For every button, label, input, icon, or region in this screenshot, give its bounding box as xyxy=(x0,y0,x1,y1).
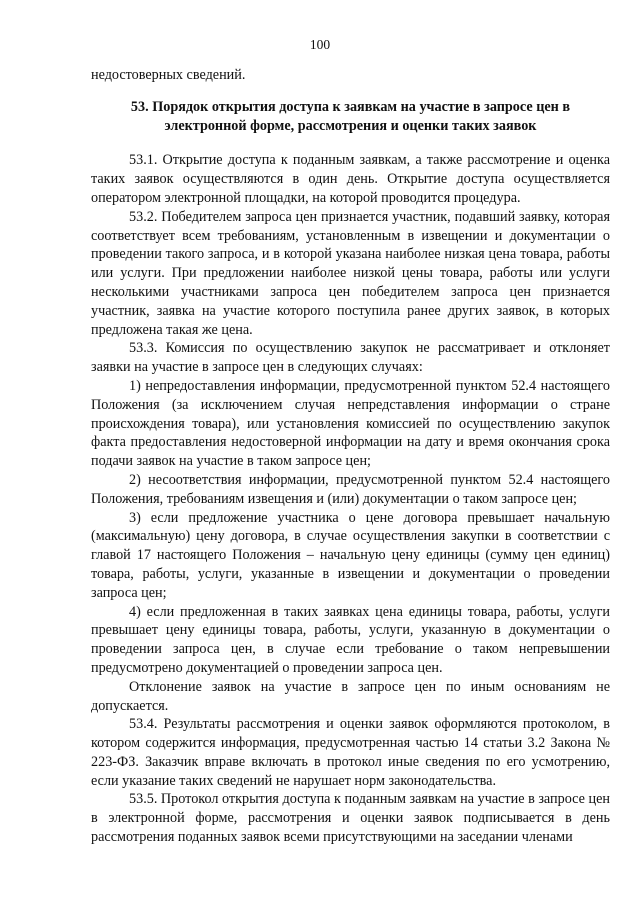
paragraph-53-4: 53.4. Результаты рассмотрения и оценки заявок оформляются протоколом, в котором содержится информация, предусмотренная частью 14 статьи 3.2 Закона № 223-ФЗ. Заказчик вправе включать в протокол иные сведения по его усмотрению, если указание таких сведений не нарушает норм законодательства. xyxy=(91,716,610,789)
list-item-2: 2) несоответствия информации, предусмотренной пунктом 52.4 настоящего Положения, требованиям извещения и (или) документации о таком запросе цен; xyxy=(91,471,610,507)
rejection-note: Отклонение заявок на участие в запросе цен по иным основаниям не допускается. xyxy=(91,678,610,714)
lead-line: недостоверных сведений. xyxy=(91,67,246,83)
list-item-1: 1) непредоставления информации, предусмотренной пунктом 52.4 настоящего Положения (за исключением случая непредставления информации о стране происхождения товара), или установления комиссией по осуществлению закупок факта предоставления недостоверной информации на дату и время окончания срока подачи заявок на участие в таком запросе цен; xyxy=(91,377,610,470)
paragraph-53-5: 53.5. Протокол открытия доступа к поданным заявкам на участие в запросе цен в электронной форме, рассмотрения и оценки заявок подписывается в день рассмотрения поданных заявок всеми присутствующими на заседании членами xyxy=(91,791,610,846)
list-item-4: 4) если предложенная в таких заявках цена единицы товара, работы, услуги превышает цену единицы товара, работы, услуги, указанную в документации о проведении запроса цен, в случае если требование о таком непревышении предусмотрено документацией о проведении запроса цен. xyxy=(91,603,610,676)
page-content xyxy=(91,66,610,847)
section-heading: 53. Порядок открытия доступа к заявкам на участие в запросе цен в электронной форме, рассмотрения и оценки таких заявок xyxy=(130,98,571,134)
paragraph-53-2: 53.2. Победителем запроса цен признается участник, подавший заявку, которая соответствует всем требованиям, установленным в извещении и документации о проведении такого запроса, и в которой указана наиболее низкая цена товара, работы или услуги. При предложении наиболее низкой цены товара, работы или услуги несколькими участниками запроса цен победителем запроса цен признается участник, заявка на участие которого поступила ранее других заявок, в которых предложена такая же цена. xyxy=(91,208,610,338)
page-number: 100 xyxy=(309,37,331,52)
paragraph-53-3: 53.3. Комиссия по осуществлению закупок не рассматривает и отклоняет заявки на участие в запросе цен в следующих случаях: xyxy=(91,340,610,376)
paragraph-53-1: 53.1. Открытие доступа к поданным заявкам, а также рассмотрение и оценка таких заявок осуществляются в один день. Открытие доступа осуществляется оператором электронной площадки, на которой проводится процедура. xyxy=(91,152,610,206)
list-item-3: 3) если предложение участника о цене договора превышает начальную (максимальную) цену договора, в случае осуществления закупки в соответствии с главой 17 настоящего Положения – начальную цену единицы (сумму цен единиц) товара, работы, услуги, указанные в извещении и документации о проведении запроса цен; xyxy=(91,509,610,601)
